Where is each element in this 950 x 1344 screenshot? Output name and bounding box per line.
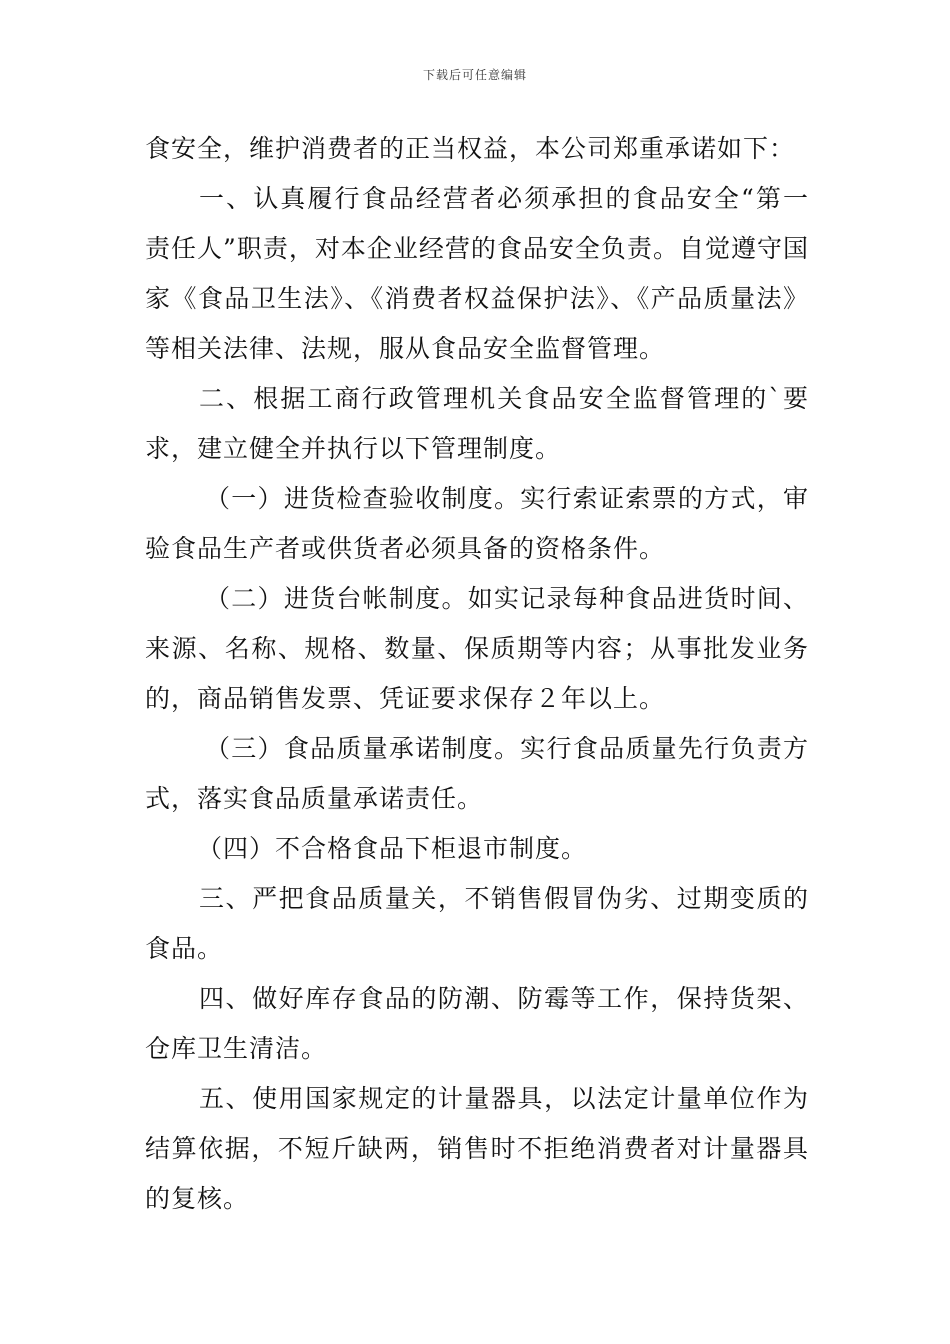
paragraph-item-2: 二、根据工商行政管理机关食品安全监督管理的`要求，建立健全并执行以下管理制度。 bbox=[145, 384, 809, 463]
paragraph-subitem-2: （二）进货台帐制度。如实记录每种食品进货时间、来源、名称、规格、数量、保质期等内容；从事批发业务的，商品销售发票、凭证要求保存２年以上。 bbox=[145, 584, 809, 713]
paragraph-item-1: 一、认真履行食品经营者必须承担的食品安全“第一责任人”职责，对本企业经营的食品安全负责。自觉遵守国家《食品卫生法》、《消费者权益保护法》、《产品质量法》等相关法律、法规，服从食品安全监督管理。 bbox=[145, 184, 809, 363]
paragraph-subitem-3: （三）食品质量承诺制度。实行食品质量先行负责方式，落实食品质量承诺责任。 bbox=[145, 734, 809, 813]
paragraph-item-4: 四、做好库存食品的防潮、防霉等工作，保持货架、仓库卫生清洁。 bbox=[145, 984, 809, 1063]
paragraph-subitem-4: （四）不合格食品下柜退市制度。 bbox=[197, 834, 588, 863]
document-body bbox=[145, 124, 809, 1224]
paragraph-item-3: 三、严把食品质量关，不销售假冒伪劣、过期变质的食品。 bbox=[145, 884, 809, 963]
paragraph-subitem-1: （一）进货检查验收制度。实行索证索票的方式，审验食品生产者或供货者必须具备的资格条件。 bbox=[145, 484, 809, 563]
paragraph-intro: 食安全，维护消费者的正当权益，本公司郑重承诺如下： bbox=[145, 134, 796, 163]
paragraph-item-5: 五、使用国家规定的计量器具，以法定计量单位作为结算依据，不短斤缺两，销售时不拒绝消费者对计量器具的复核。 bbox=[145, 1084, 809, 1213]
page-header: 下载后可任意编辑 bbox=[422, 68, 527, 82]
